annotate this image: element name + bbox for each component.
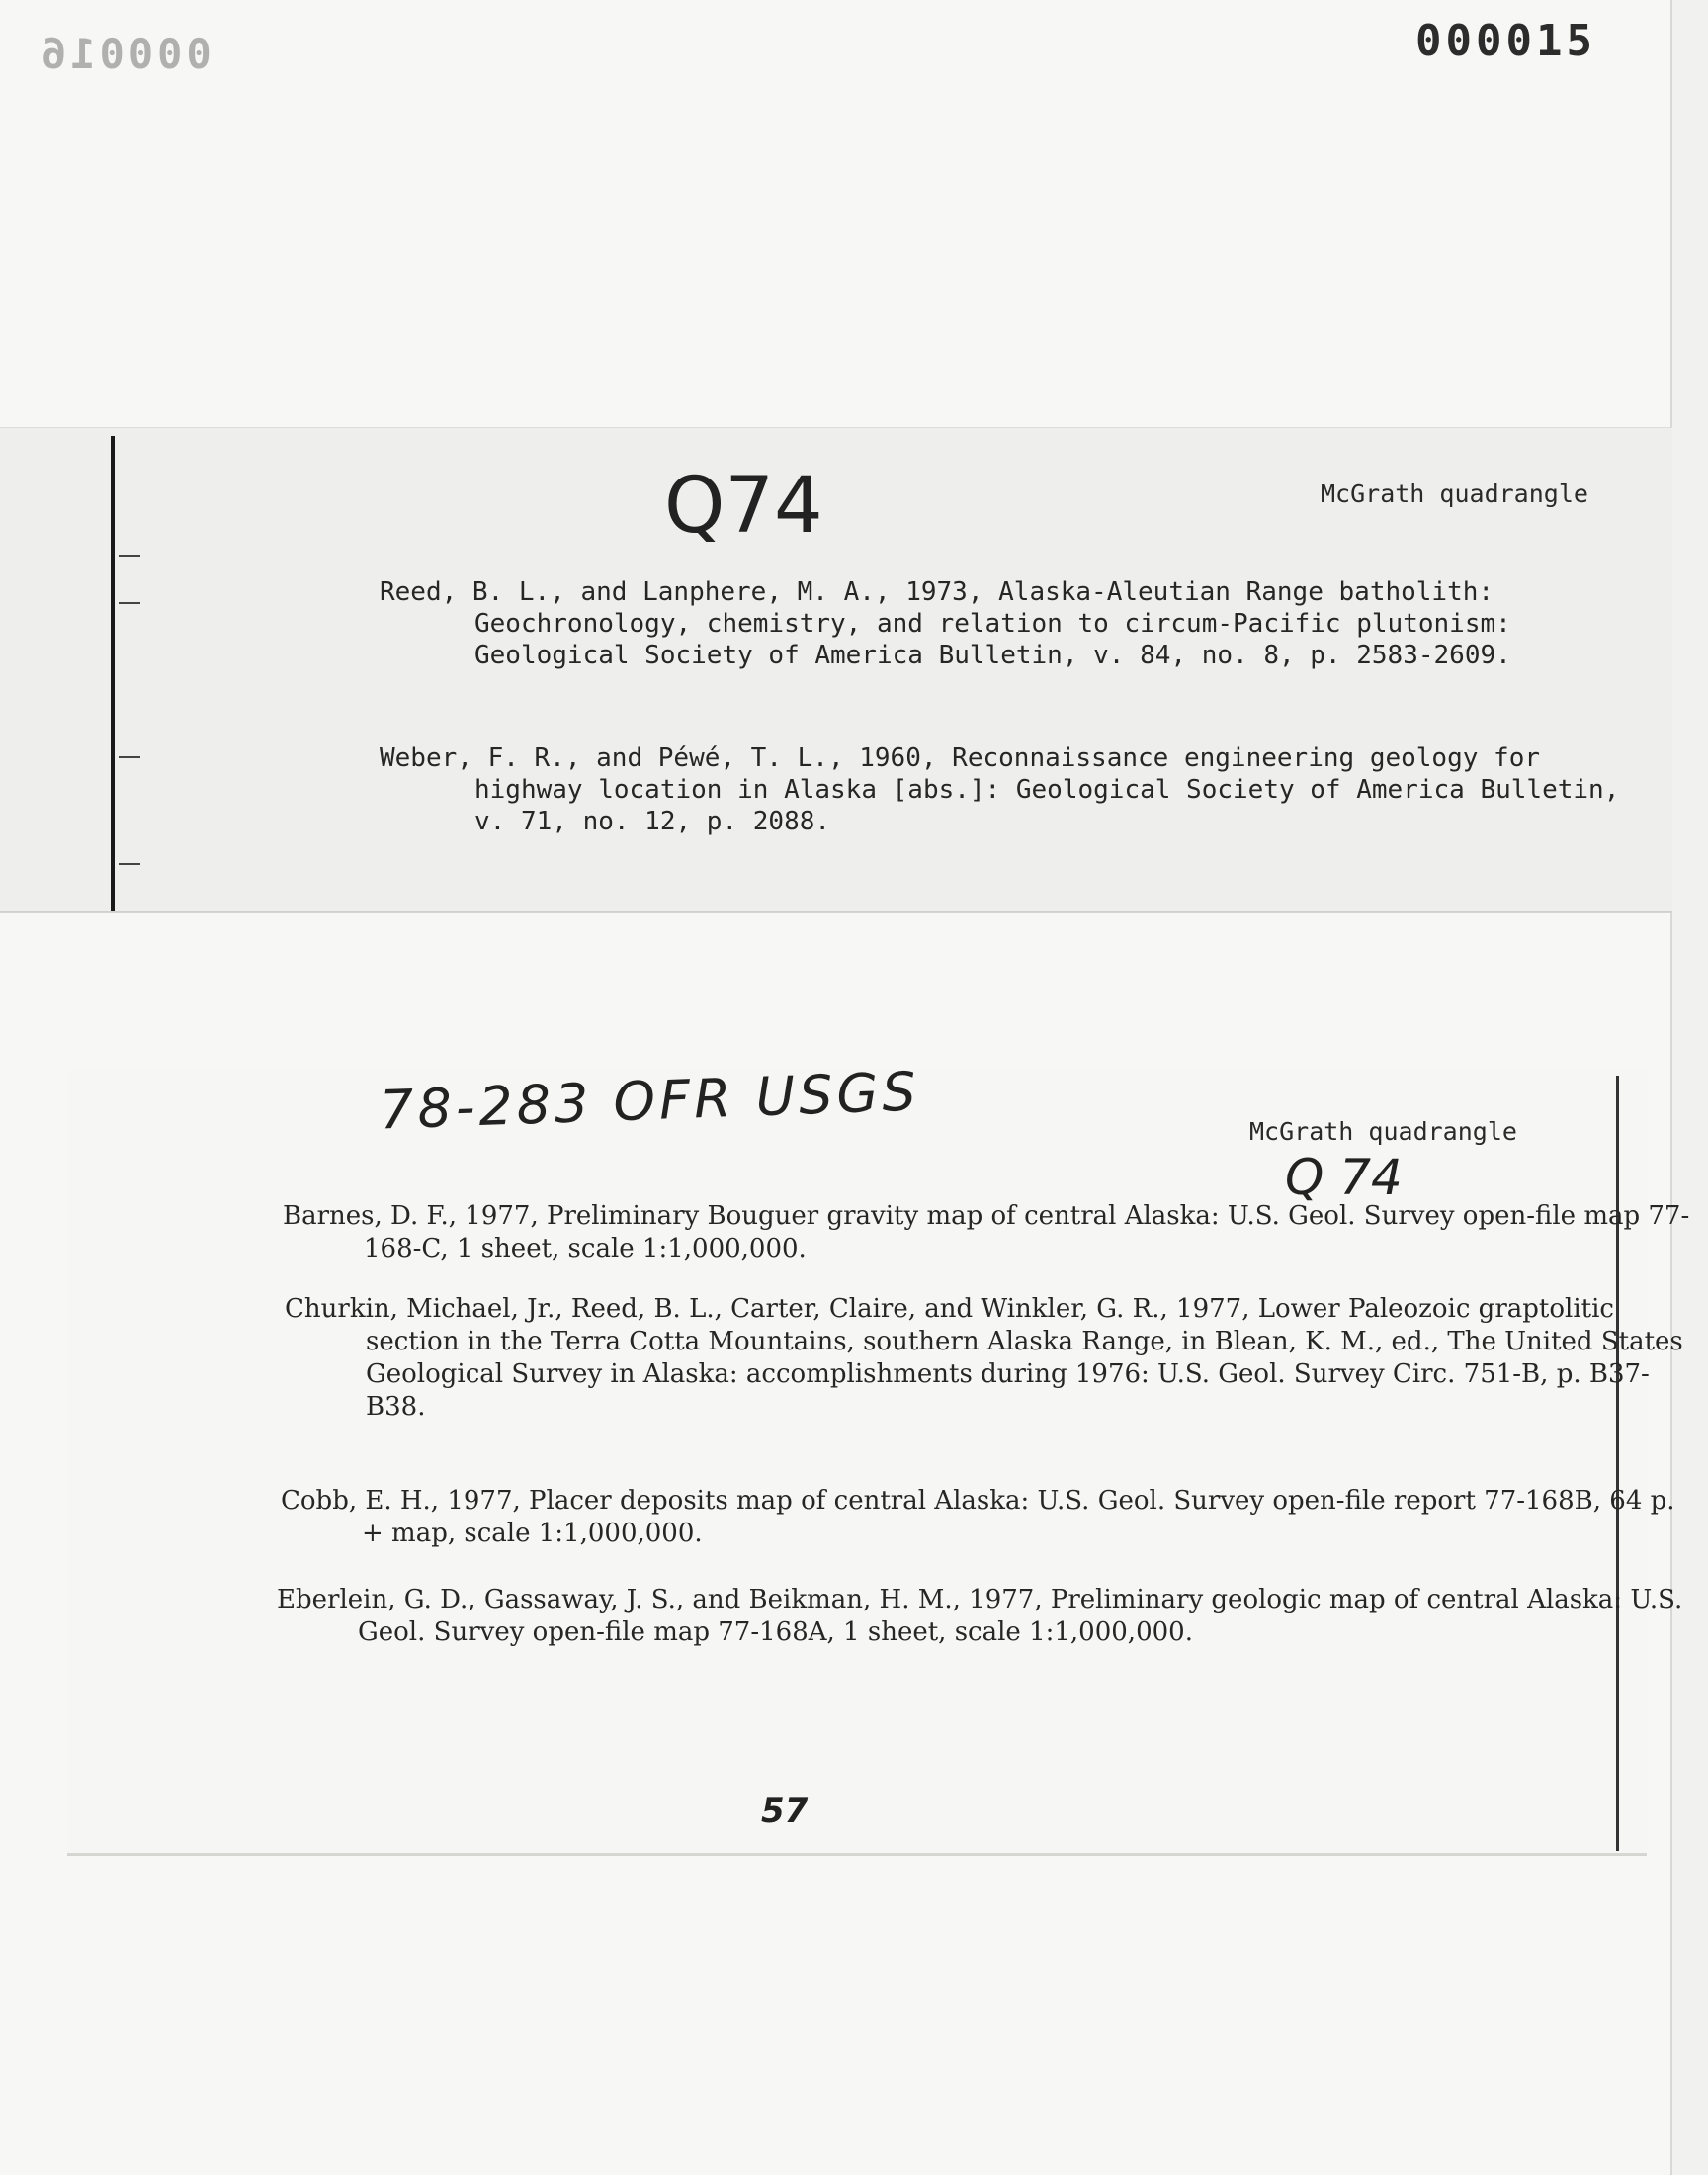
reference-entry: Cobb, E. H., 1977, Placer deposits map of central Alaska: U.S. Geol. Survey open-file report 77-168B, 64 p. + map, scale 1:1,000,000. (281, 1486, 1683, 1548)
page-number: 57 (761, 1791, 809, 1831)
card-edge-tick (119, 602, 140, 604)
quadrangle-label: McGrath quadrangle (1249, 1117, 1517, 1146)
bleed-through-stamp-number: 000016 (38, 30, 212, 78)
reference-card-top (0, 427, 1672, 912)
reference-entry: Reed, B. L., and Lanphere, M. A., 1973, Alaska-Aleutian Range batholith: Geochronology, chemistry, and relation to circum-Pacific plutonism: Geological Society of America Bulletin, v. 84, no. 8, p. 2583-2609. (380, 577, 1527, 670)
card-edge-tick (119, 555, 140, 557)
card-edge-line (111, 436, 115, 911)
reference-entry: Churkin, Michael, Jr., Reed, B. L., Carter, Claire, and Winkler, G. R., 1977, Lower Paleozoic graptolitic section in the Terra Cotta Mountains, southern Alaska Range, in Blean, K. M., ed., The United States Geological Survey in Alaska: accomplishments during 1976: U.S. Geol. Survey Circ. 751-B, p. B37-B38. (285, 1294, 1692, 1422)
quadrangle-label: McGrath quadrangle (1321, 479, 1588, 508)
stamp-number: 000015 (1415, 16, 1596, 66)
reference-entry: Weber, F. R., and Péwé, T. L., 1960, Reconnaissance engineering geology for highway location in Alaska [abs.]: Geological Society of America Bulletin, v. 71, no. 12, p. 2088. (380, 743, 1636, 836)
reference-entry: Eberlein, G. D., Gassaway, J. S., and Beikman, H. M., 1977, Preliminary geologic map of central Alaska: U.S. Geol. Survey open-file map 77-168A, 1 sheet, scale 1:1,000,000. (277, 1585, 1691, 1647)
card-edge-tick (119, 756, 140, 758)
card-edge-tick (119, 863, 140, 865)
handwritten-source: 78-283 OFR USGS (379, 1060, 921, 1142)
reference-card-bottom (67, 1060, 1692, 1855)
handwritten-code: Q 74 (1285, 1149, 1403, 1206)
card-edge-line (1616, 1076, 1619, 1851)
reference-entry: Barnes, D. F., 1977, Preliminary Bouguer gravity map of central Alaska: U.S. Geol. Survey open-file map 77-168-C, 1 sheet, scale 1:1,000,000. (283, 1201, 1690, 1263)
handwritten-code: Q74 (664, 462, 823, 551)
